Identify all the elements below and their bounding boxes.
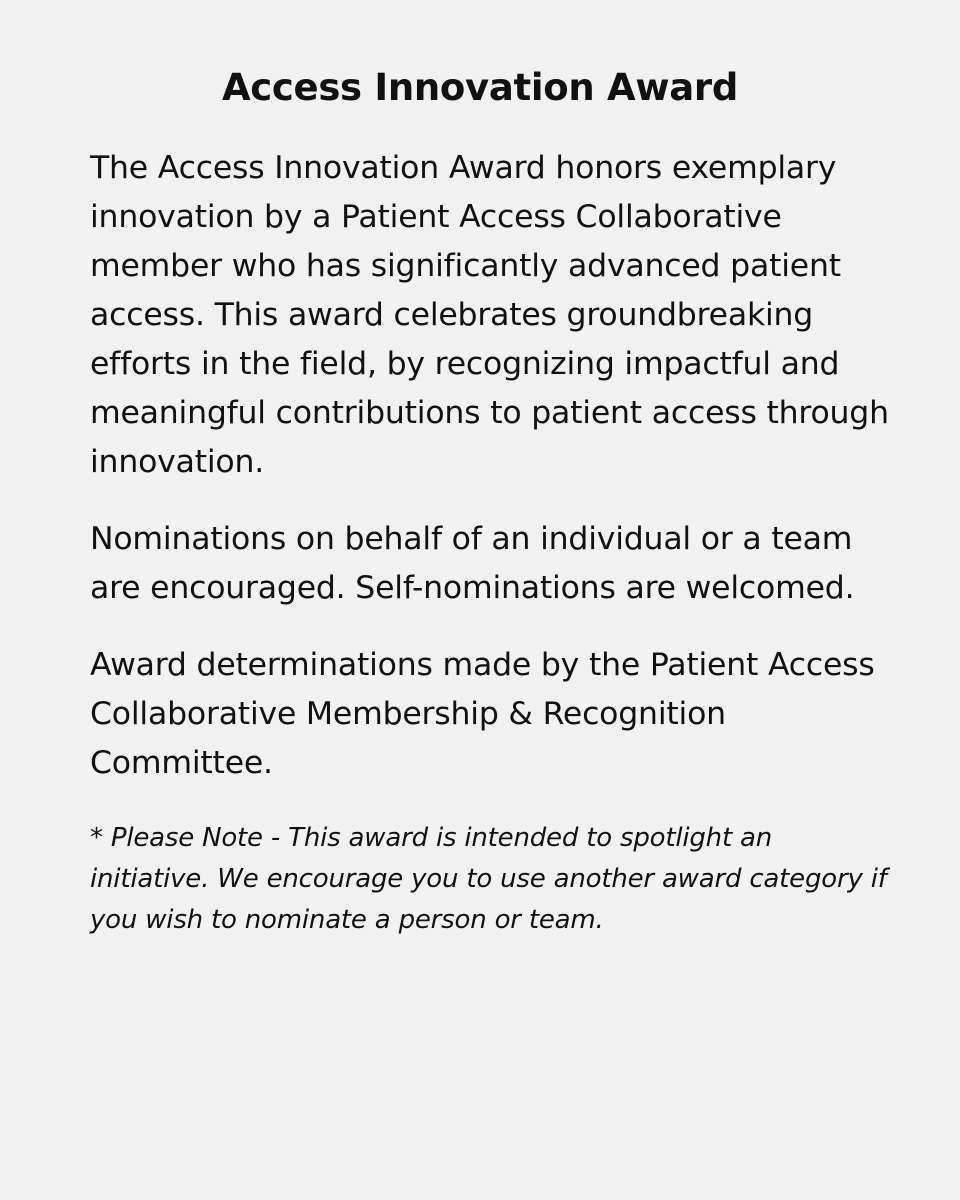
page-title: Access Innovation Award (221, 66, 739, 109)
please-note: * Please Note - This award is intended to spotlight an initiative. We encourage you to use another award category if you wish to nominate a person or team. (90, 823, 887, 935)
nominations-paragraph: Nominations on behalf of an individual or a team are encouraged. Self-nominations are welcomed. (90, 521, 855, 606)
description-paragraph: The Access Innovation Award honors exemplary innovation by a Patient Access Collaborative member who has significantly advanced patient access. This award celebrates groundbreaking efforts in the field, by recognizing impactful and meaningful contributions to patient access through innovation. (90, 150, 889, 480)
award-description (90, 144, 890, 941)
determinations-paragraph: Award determinations made by the Patient Access Collaborative Membership & Recognition Committee. (90, 647, 875, 781)
